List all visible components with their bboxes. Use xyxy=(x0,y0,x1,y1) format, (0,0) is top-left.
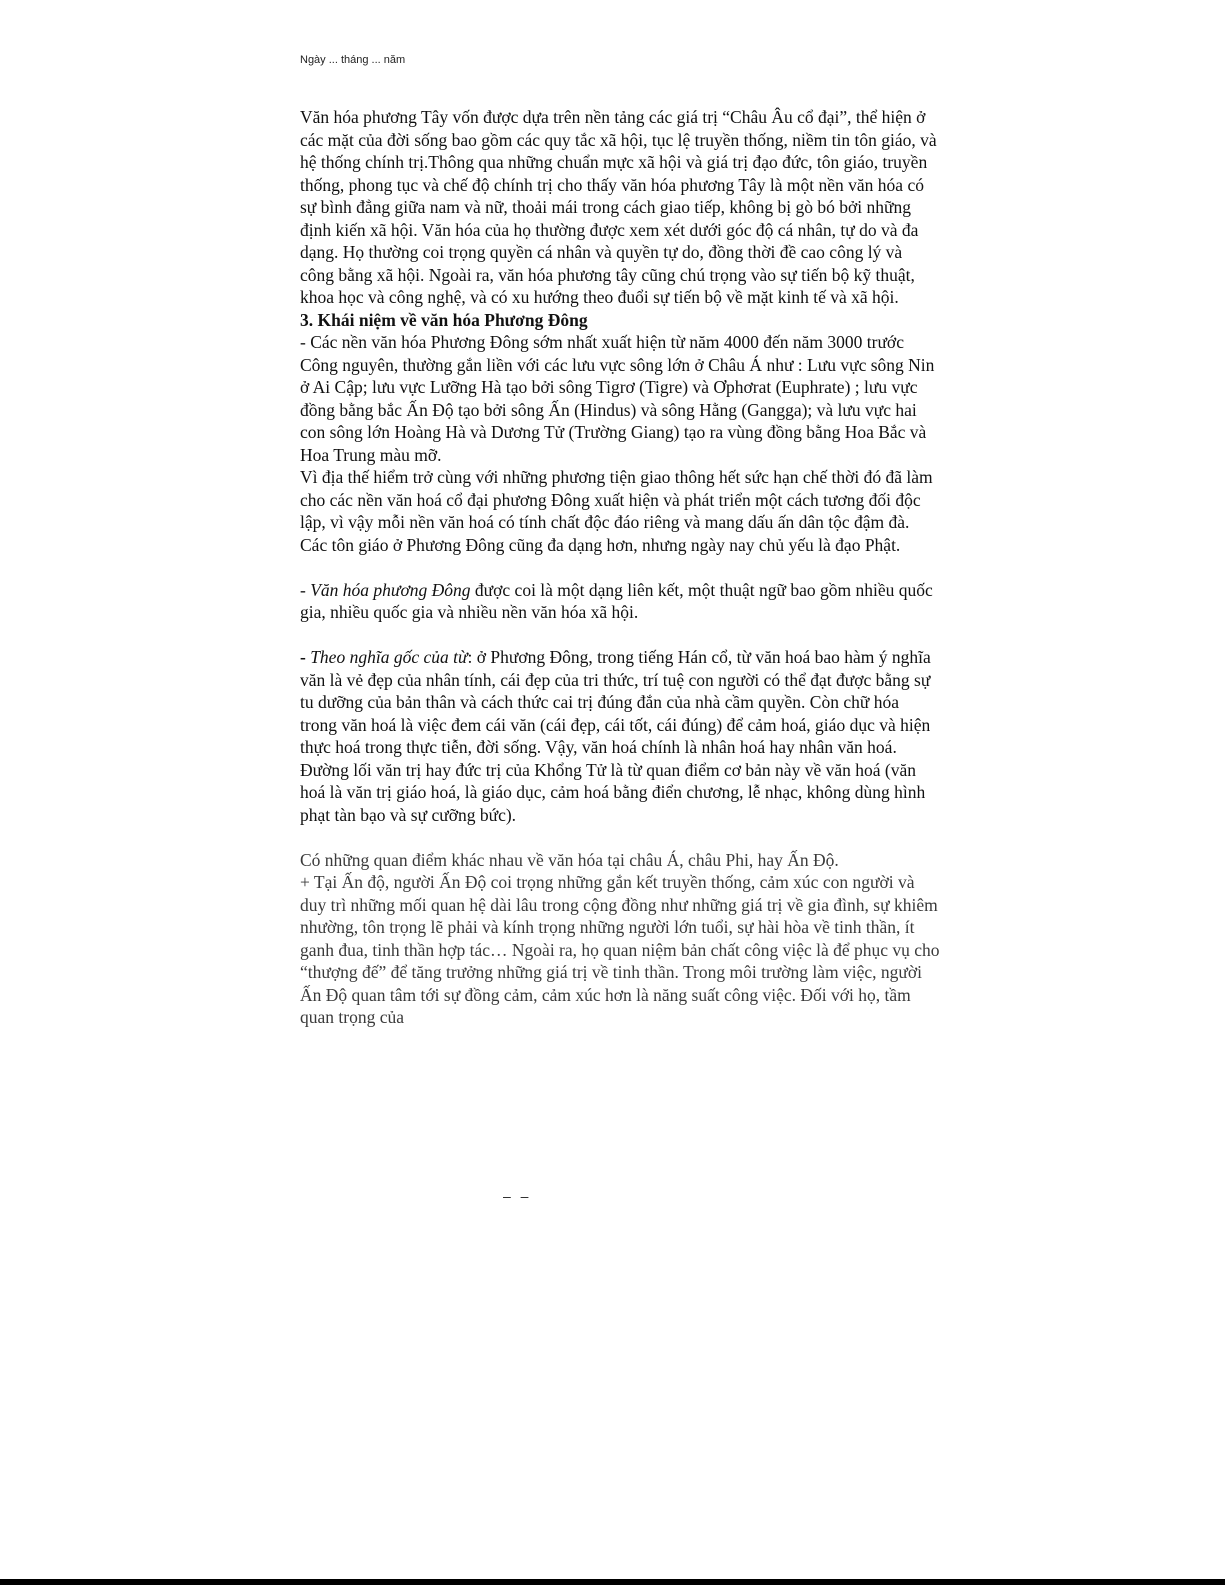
definition-rest: được coi là một dạng liên kết, một thuật ngữ bao gồm nhiều quốc gia, nhiều quốc gia và nhiều nền văn hóa xã hội. xyxy=(300,579,933,622)
page-header-date: Ngày ... tháng ... năm xyxy=(300,54,406,66)
paragraph-spacer xyxy=(300,624,940,647)
etymology-prefix: - xyxy=(300,647,311,667)
paragraph-spacer xyxy=(300,826,940,849)
paragraph-india: + Tại Ấn độ, người Ấn Độ coi trọng những gắn kết truyền thống, cảm xúc con người và duy trì những mối quan hệ dài lâu trong cộng đồng như những giá trị về gia đình, sự khiêm nhường, tôn trọng lẽ phải và kính trọng những người lớn tuổi, sự hài hòa về tinh thần, ít ganh đua, tinh thần hợp tác… Ngoài ra, họ quan niệm bản chất công việc là để phục vụ cho “thượng đế” để tăng trưởng những giá trị về tinh thần. Trong môi trường làm việc, người Ấn Độ quan tâm tới sự đồng cảm, cảm xúc hơn là năng suất công việc. Đối với họ, tầm quan trọng của xyxy=(300,872,940,1027)
paragraph-western-culture: Văn hóa phương Tây vốn được dựa trên nền tảng các giá trị “Châu Âu cổ đại”, thể hiện ở các mặt của đời sống bao gồm các quy tắc xã hội, tục lệ truyền thống, niềm tin tôn giáo, và hệ thống chính trị.Thông qua những chuẩn mực xã hội và giá trị đạo đức, tôn giáo, truyền thống, phong tục và chế độ chính trị cho thấy văn hóa phương Tây là một nền văn hóa có sự bình đẳng giữa nam và nữ, thoải mái trong cách giao tiếp, không bị gò bó bởi những định kiến xã hội. Văn hóa của họ thường được xem xét dưới góc độ cá nhân, tự do và đa dạng. Họ thường coi trọng quyền cá nhân và quyền tự do, đồng thời đề cao công lý và công bằng xã hội. Ngoài ra, văn hóa phương tây cũng chú trọng vào sự tiến bộ kỹ thuật, khoa học và công nghệ, và có xu hướng theo đuổi sự tiến bộ về mặt kinh tế và xã hội. xyxy=(300,107,937,307)
paragraph-eastern-definition xyxy=(300,579,940,624)
page-bottom-border xyxy=(0,1579,1225,1585)
paragraph-spacer xyxy=(300,556,940,579)
paragraph-perspectives-intro: Có những quan điểm khác nhau về văn hóa tại châu Á, châu Phi, hay Ấn Độ. xyxy=(300,849,839,870)
definition-term: Văn hóa phương Đông xyxy=(310,579,471,600)
etymology-rest: : ở Phương Đông, trong tiếng Hán cổ, từ văn hoá bao hàm ý nghĩa văn là vẻ đẹp của nhân tính, cái đẹp của tri thức, trí tuệ con người có thể đạt được bằng sự tu dưỡng của bản thân và cách thức cai trị đúng đắn của nhà cầm quyền. Còn chữ hóa trong văn hoá là việc đem cái văn (cái đẹp, cái tốt, cái đúng) để cảm hoá, giáo dục và hiện thực hoá trong thực tiễn, đời sống. Vậy, văn hoá chính là nhân hoá hay nhân văn hoá. Đường lối văn trị hay đức trị của Khổng Tử là từ quan điểm cơ bản này về văn hoá (văn hoá là văn trị giáo hoá, là giáo dục, cảm hoá bằng điển chương, lễ nhạc, không dùng hình phạt tàn bạo và sự cưỡng bức). xyxy=(300,647,931,825)
paragraph-eastern-geography: Vì địa thế hiểm trở cùng với những phương tiện giao thông hết sức hạn chế thời đó đã làm cho các nền văn hoá cổ đại phương Đông xuất hiện và phát triển một cách tương đối độc lập, vì vậy mỗi nền văn hoá có tính chất độc đáo riêng và mang dấu ấn dân tộc đậm đà. Các tôn giáo ở Phương Đông cũng đa dạng hơn, nhưng ngày nay chủ yếu là đạo Phật. xyxy=(300,467,933,555)
paragraph-eastern-origins: - Các nền văn hóa Phương Đông sớm nhất xuất hiện từ năm 4000 đến năm 3000 trước Công nguyên, thường gắn liền với các lưu vực sông lớn ở Châu Á như : Lưu vực sông Nin ở Ai Cập; lưu vực Lưỡng Hà tạo bởi sông Tigrơ (Tigre) và Ơphơrat (Euphrate) ; lưu vực đồng bằng bắc Ấn Độ tạo bởi sông Ấn (Hindus) và sông Hằng (Gangga); và lưu vực hai con sông lớn Hoàng Hà và Dương Tử (Trường Giang) tạo ra vùng đồng bằng Hoa Bắc và Hoa Trung màu mỡ. xyxy=(300,332,935,465)
document-body xyxy=(300,106,940,1029)
paragraph-etymology xyxy=(300,646,940,826)
etymology-term: Theo nghĩa gốc của từ xyxy=(310,647,468,667)
page-footer-marker: – – xyxy=(503,1188,532,1204)
section-heading: 3. Khái niệm về văn hóa Phương Đông xyxy=(300,309,588,330)
definition-prefix: - xyxy=(300,579,311,600)
